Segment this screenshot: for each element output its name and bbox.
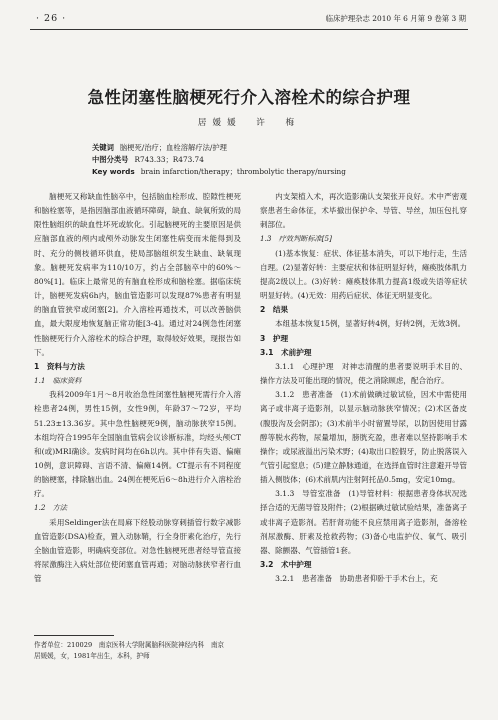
body-paragraph: 3.1.2 患者准备 (1)术前做碘过敏试验，因术中需使用离子或非离子造影剂，以显示脑动脉狭窄情况；(2)术区备皮(腹股沟及会阴部)；(3)术前半小时留置导尿，以防因使用甘露醇等脱水药物，尿量增加，膀胱充盈，患者难以坚持影响手术操作；或尿液溢出污染术野；(4)取出口腔假牙，防止脱落误入气管引起窒息；(5)建立静脉通道，在选择血管时注意避开导管插入侧肢体；(6)术前肌内注射阿托品0.5mg，安定10mg。	[260, 390, 467, 485]
journal-header: 临床护理杂志 2010 年 6 月第 9 卷第 3 期	[325, 14, 466, 23]
classification-line	[92, 154, 462, 165]
author-footnote	[34, 640, 241, 662]
english-keywords-line	[92, 166, 462, 177]
subsection-heading: 1.1 临床资料	[34, 376, 82, 386]
body-paragraph: (1)基本恢复：症状、体征基本消失，可以下地行走，生活自理。(2)显著好转：主要症状和体征明显好转，瘫痪肢体肌力提高2级以上。(3)好转：瘫痪肢体肌力提高1级或失语等症状明显好转。(4)无效：用药后症状、体征无明显变化。	[260, 248, 467, 301]
section-heading: 3 护理	[260, 333, 289, 343]
body-paragraph: 脑梗死又称缺血性脑卒中，包括脑血栓形成、腔隙性梗死和脑栓塞等，是指因脑部血液循环障碍，缺血、缺氧所致的局限性脑组织的缺血性坏死或软化。引起脑梗死的主要原因是供应脑部血液的颅内或颅外动脉发生闭塞性病变而未能得到及时、充分的侧枝循环供血，使局部脑组织发生缺血、缺氧现象。脑梗死发病率为110/10万，约占全部脑卒中的60%～80%[1]。临床上最常见的有脑血栓形成和脑栓塞。据临床统计，脑梗死发病6h内，脑血管造影可以发现87%患者有明显的脑血管狭窄或闭塞[2]。介入溶栓再通技术，可以改善脑供血，最大限度地恢复脑正常功能[3-4]。通过对24例急性闭塞性脑梗死行介入溶栓术的综合护理，取得较好效果，现报告如下。	[34, 192, 241, 357]
body-paragraph: 3.2.1 患者准备 协助患者仰卧于手术台上，充	[275, 574, 438, 584]
body-paragraph: 3.1.3 导管室准备 (1)导管材料：根据患者身体状况选择合适的无菌导管及附件；(2)根据碘过敏试验结果，准备离子或非离子造影剂。若肝肾功能不良应禁用离子造影剂，备溶栓剂尿激酶、肝素及抢救药物；(3)备心电监护仪、氧气、吸引器、除颤器、气管插管1套。	[260, 489, 467, 555]
body-paragraph: 本组基本恢复15例，显著好转4例，好转2例，无效3例。	[275, 319, 466, 329]
meta-label: Key words	[92, 167, 135, 176]
body-paragraph: 我科2009年1月～8月收治急性闭塞性脑梗死需行介入溶栓患者24例，男性15例，女性9例，年龄37～72岁，平均51.23±13.36岁。其中急性脑梗死9例，脑动脉狭窄15例。本组均符合1995年全国脑血管病会议诊断标准，均经头颅CT和(或)MRI确诊。发病时间均在6h以内。其中伴有失语、偏瘫10例，意识障碍、言语不清、偏瘫14例。CT提示有不同程度的脑梗塞，排除脑出血。24例在梗死后6～8h进行介入溶栓治疗。	[34, 390, 241, 499]
right-column	[260, 190, 467, 586]
article-title: 急性闭塞性脑梗死行介入溶栓术的综合护理	[87, 88, 411, 107]
article-authors: 居媛媛 许 梅	[197, 118, 301, 128]
subsection-heading: 3.1 术前护理	[260, 347, 312, 357]
body-paragraph: 3.1.1 心理护理 对神志清醒的患者要说明手术目的、操作方法及可能出现的情况，使之消除顾虑，配合治疗。	[260, 361, 467, 386]
left-column	[34, 190, 241, 586]
body-paragraph: 内支架植入术，再次造影确认支架张开良好。术中严密观察患者生命体征，术毕撤出保护伞、导管、导丝，加压包扎穿刺部位。	[260, 192, 467, 230]
footnote-line: 居媛媛，女，1981年出生，本科，护师	[34, 652, 150, 660]
meta-label: 关键词	[92, 143, 114, 152]
meta-text: brain infarction/therapy；thrombolytic therapy/nursing	[140, 167, 346, 176]
meta-label: 中图分类号	[92, 155, 129, 164]
footnote-rule	[34, 635, 114, 636]
meta-text: R743.33；R473.74	[134, 155, 204, 164]
meta-text: 脑梗死/治疗；血栓溶解疗法/护理	[119, 143, 227, 152]
section-heading: 2 结果	[260, 305, 289, 315]
section-heading: 1 资料与方法	[34, 361, 85, 371]
body-paragraph: 采用Seldinger法在局麻下经股动脉穿刺插管行数字减影血管造影(DSA)检查，置入动脉鞘，行全身肝素化治疗，先行全脑血管造影，明确病变部位。对急性脑梗死患者经导管直接将尿激酶注入病灶部位使闭塞血管再通；对脑动脉狭窄者行血管	[34, 517, 241, 584]
footnote-line: 作者单位：210029 南京医科大学附属脑科医院神经内科 南京	[34, 641, 225, 649]
subsection-heading: 3.2 术中护理	[260, 560, 312, 570]
header-rule	[30, 29, 468, 30]
keywords-line	[92, 142, 462, 153]
subsection-heading: 1.2 方法	[34, 503, 67, 513]
page-number: · 26 ·	[36, 13, 67, 24]
subsection-heading: 1.3 疗效判断标准[5]	[260, 234, 332, 244]
